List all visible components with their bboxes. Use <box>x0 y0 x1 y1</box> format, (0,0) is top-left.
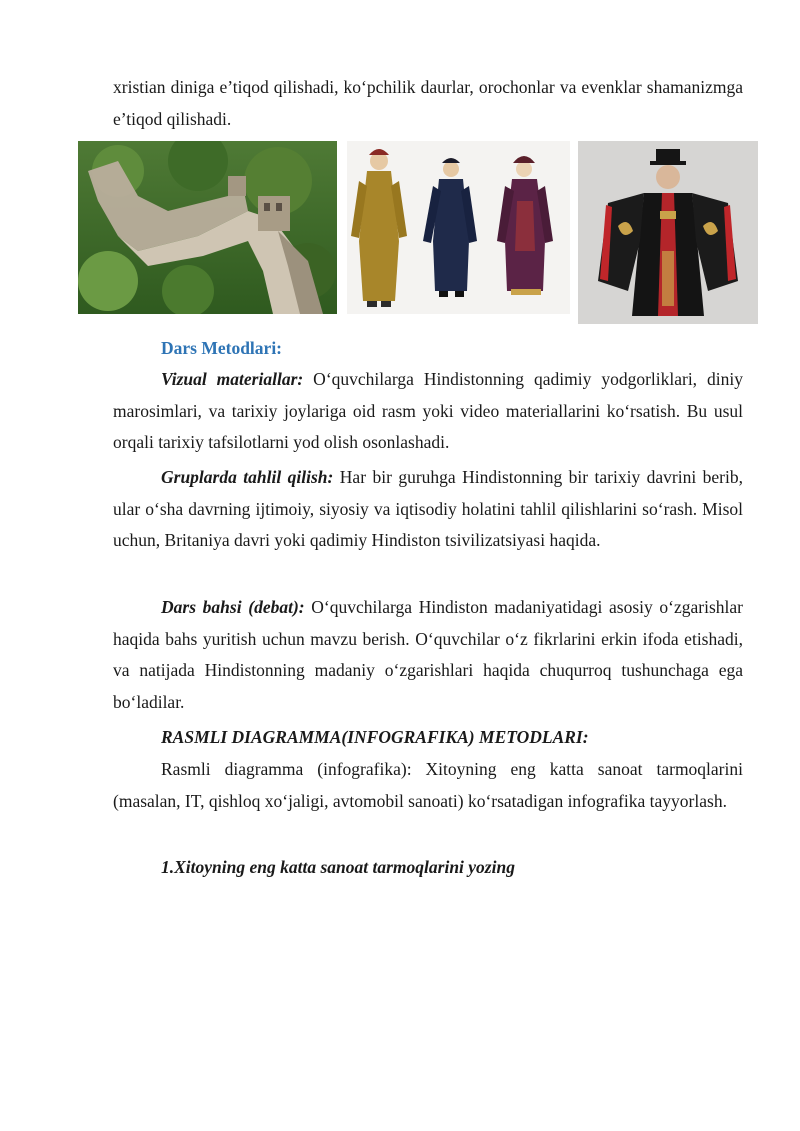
qing-costumes-illustration <box>347 141 570 314</box>
section-title: Dars Metodlari: <box>161 338 283 358</box>
method-term: Gruplarda tahlil qilish: <box>161 467 334 487</box>
emperor-robe-photo <box>578 141 758 324</box>
method-debate <box>113 592 743 718</box>
infographic-paragraph: Rasmli diagramma (infografika): Xitoyning eng katta sanoat tarmoqlarini (masalan, IT, qishloq xo‘jaligi, avtomobil sanoati) ko‘rsatadigan infografika tayyorlash. <box>113 759 743 811</box>
great-wall-photo <box>78 141 337 314</box>
method-visual <box>113 364 743 459</box>
task-line: 1.Xitoyning eng katta sanoat tarmoqlarini yozing <box>161 857 515 877</box>
method-text: O‘quvchilarga Hindistonning qadimiy yodgorliklari, diniy marosimlari, va tarixiy joylariga oid rasm yoki video materiallarini ko‘rsatish. Bu usul orqali tarixiy tafsilotlarni yod olish osonlashadi. <box>113 369 743 452</box>
method-term: Vizual materiallar: <box>161 369 304 389</box>
method-group-analysis <box>113 462 743 557</box>
method-text: Har bir guruhga Hindistonning bir tarixiy davrini berib, ular o‘sha davrning ijtimoiy, siyosiy va iqtisodiy holatini tahlil qilishlarini so‘rash. Misol uchun, Britaniya davri yoki qadimiy Hindiston tsivilizatsiyasi haqida. <box>113 467 743 550</box>
intro-paragraph: xristian diniga e’tiqod qilishadi, ko‘pchilik daurlar, orochonlar va evenklar shamanizmga e’tiqod qilishadi. <box>113 77 743 129</box>
method-text: O‘quvchilarga Hindiston madaniyatidagi asosiy o‘zgarishlar haqida bahs yuritish uchun mavzu berish. O‘quvchilar o‘z fikrlarini erkin ifoda etishadi, va natijada Hindistonning madaniy o‘zgarishlari haqida chuqurroq tushunchaga ega bo‘ladilar. <box>113 597 743 712</box>
infographic-title: RASMLI DIAGRAMMA(INFOGRAFIKA) METODLARI: <box>161 727 589 747</box>
method-term: Dars bahsi (debat): <box>161 597 305 617</box>
